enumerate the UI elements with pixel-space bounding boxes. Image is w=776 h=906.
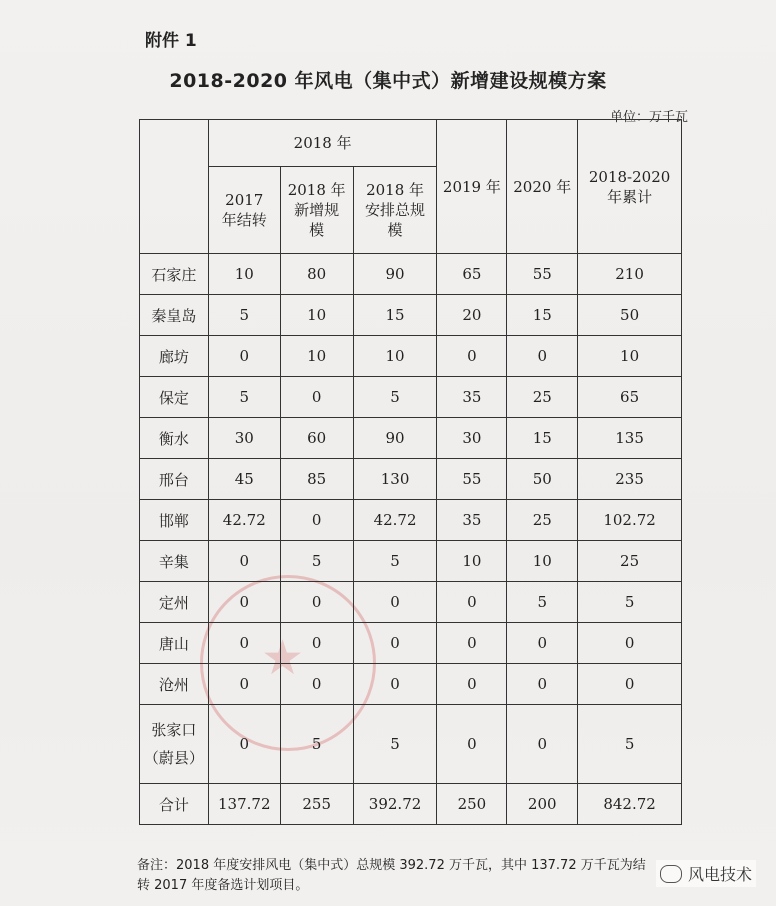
value-cell: 10 — [507, 541, 578, 582]
value-cell: 5 — [578, 705, 682, 784]
wechat-icon — [660, 865, 682, 883]
document-title: 2018-2020 年风电（集中式）新增建设规模方案 — [169, 70, 607, 92]
value-cell: 0 — [208, 541, 280, 582]
value-cell: 0 — [353, 664, 437, 705]
value-cell: 65 — [437, 254, 507, 295]
total-value-cell: 392.72 — [353, 784, 437, 825]
corner-header-cell — [140, 120, 209, 254]
value-cell: 55 — [437, 459, 507, 500]
value-cell: 135 — [578, 418, 682, 459]
header-2020: 2020 年 — [507, 120, 578, 254]
value-cell: 0 — [208, 623, 280, 664]
header-cumulative: 2018-2020 年累计 — [578, 120, 682, 254]
header-2018-total: 2018 年安排总规模 — [353, 167, 437, 254]
region-cell: 廊坊 — [140, 336, 209, 377]
value-cell: 0 — [353, 582, 437, 623]
region-cell: 秦皇岛 — [140, 295, 209, 336]
table-row — [140, 705, 682, 784]
value-cell: 0 — [280, 664, 353, 705]
header-2018-group: 2018 年 — [208, 120, 437, 167]
value-cell: 60 — [280, 418, 353, 459]
value-cell: 10 — [280, 295, 353, 336]
value-cell: 10 — [280, 336, 353, 377]
table-row — [140, 623, 682, 664]
value-cell: 0 — [507, 705, 578, 784]
unit-label: 单位：万千瓦 — [609, 110, 688, 125]
value-cell: 15 — [353, 295, 437, 336]
value-cell: 0 — [208, 664, 280, 705]
region-cell: 邢台 — [140, 459, 209, 500]
value-cell: 0 — [507, 336, 578, 377]
footnote: 备注：2018 年度安排风电（集中式）总规模 392.72 万千瓦，其中 137.72 万千瓦为结转 2017 年度备选计划项目。 — [137, 858, 646, 893]
value-cell: 5 — [507, 582, 578, 623]
value-cell: 0 — [437, 582, 507, 623]
value-cell: 0 — [280, 500, 353, 541]
value-cell: 5 — [280, 705, 353, 784]
value-cell: 0 — [507, 623, 578, 664]
value-cell: 0 — [208, 582, 280, 623]
value-cell: 25 — [507, 500, 578, 541]
table-row — [140, 541, 682, 582]
value-cell: 102.72 — [578, 500, 682, 541]
total-value-cell: 137.72 — [208, 784, 280, 825]
value-cell: 25 — [507, 377, 578, 418]
value-cell: 210 — [578, 254, 682, 295]
total-value-cell: 250 — [437, 784, 507, 825]
table-row — [140, 500, 682, 541]
value-cell: 15 — [507, 418, 578, 459]
region-subname-line: （蔚县） — [143, 749, 204, 767]
table-row — [140, 377, 682, 418]
value-cell: 30 — [437, 418, 507, 459]
value-cell: 20 — [437, 295, 507, 336]
value-cell: 0 — [280, 623, 353, 664]
value-cell: 0 — [280, 377, 353, 418]
value-cell: 10 — [578, 336, 682, 377]
value-cell: 65 — [578, 377, 682, 418]
region-cell: 辛集 — [140, 541, 209, 582]
value-cell: 90 — [353, 254, 437, 295]
table-row — [140, 295, 682, 336]
region-cell: 定州 — [140, 582, 209, 623]
total-value-cell: 200 — [507, 784, 578, 825]
value-cell: 130 — [353, 459, 437, 500]
value-cell: 0 — [208, 336, 280, 377]
value-cell: 80 — [280, 254, 353, 295]
value-cell: 5 — [353, 541, 437, 582]
source-watermark — [656, 860, 756, 887]
table-row — [140, 582, 682, 623]
region-cell: 唐山 — [140, 623, 209, 664]
value-cell: 5 — [280, 541, 353, 582]
value-cell: 50 — [507, 459, 578, 500]
value-cell: 50 — [578, 295, 682, 336]
region-cell: 沧州 — [140, 664, 209, 705]
watermark-text: 风电技术 — [687, 865, 752, 884]
value-cell: 5 — [353, 705, 437, 784]
table-row — [140, 418, 682, 459]
value-cell: 5 — [208, 377, 280, 418]
value-cell: 35 — [437, 377, 507, 418]
value-cell: 0 — [437, 623, 507, 664]
value-cell: 235 — [578, 459, 682, 500]
value-cell: 42.72 — [208, 500, 280, 541]
table-row — [140, 254, 682, 295]
value-cell: 45 — [208, 459, 280, 500]
total-label-cell: 合计 — [140, 784, 209, 825]
attachment-label: 附件 1 — [145, 31, 197, 51]
value-cell: 0 — [578, 623, 682, 664]
value-cell: 5 — [353, 377, 437, 418]
region-cell: 邯郸 — [140, 500, 209, 541]
value-cell: 15 — [507, 295, 578, 336]
value-cell: 55 — [507, 254, 578, 295]
value-cell: 5 — [208, 295, 280, 336]
value-cell: 10 — [353, 336, 437, 377]
value-cell: 90 — [353, 418, 437, 459]
region-name-line: 张家口 — [151, 721, 197, 739]
value-cell: 0 — [353, 623, 437, 664]
region-cell: 衡水 — [140, 418, 209, 459]
value-cell: 0 — [507, 664, 578, 705]
table-row — [140, 459, 682, 500]
header-2017-carryover: 2017 年结转 — [208, 167, 280, 254]
value-cell: 0 — [280, 582, 353, 623]
region-cell: 保定 — [140, 377, 209, 418]
total-value-cell: 842.72 — [578, 784, 682, 825]
header-2019: 2019 年 — [437, 120, 507, 254]
value-cell: 42.72 — [353, 500, 437, 541]
region-cell — [140, 705, 209, 784]
total-row — [140, 784, 682, 825]
table-row — [140, 336, 682, 377]
header-2018-new: 2018 年新增规模 — [280, 167, 353, 254]
value-cell: 30 — [208, 418, 280, 459]
table-row — [140, 664, 682, 705]
value-cell: 10 — [208, 254, 280, 295]
total-value-cell: 255 — [280, 784, 353, 825]
value-cell: 5 — [578, 582, 682, 623]
value-cell: 85 — [280, 459, 353, 500]
value-cell: 35 — [437, 500, 507, 541]
value-cell: 25 — [578, 541, 682, 582]
value-cell: 0 — [437, 705, 507, 784]
value-cell: 0 — [437, 336, 507, 377]
capacity-table — [139, 119, 682, 825]
value-cell: 0 — [208, 705, 280, 784]
value-cell: 10 — [437, 541, 507, 582]
value-cell: 0 — [578, 664, 682, 705]
value-cell: 0 — [437, 664, 507, 705]
region-cell: 石家庄 — [140, 254, 209, 295]
